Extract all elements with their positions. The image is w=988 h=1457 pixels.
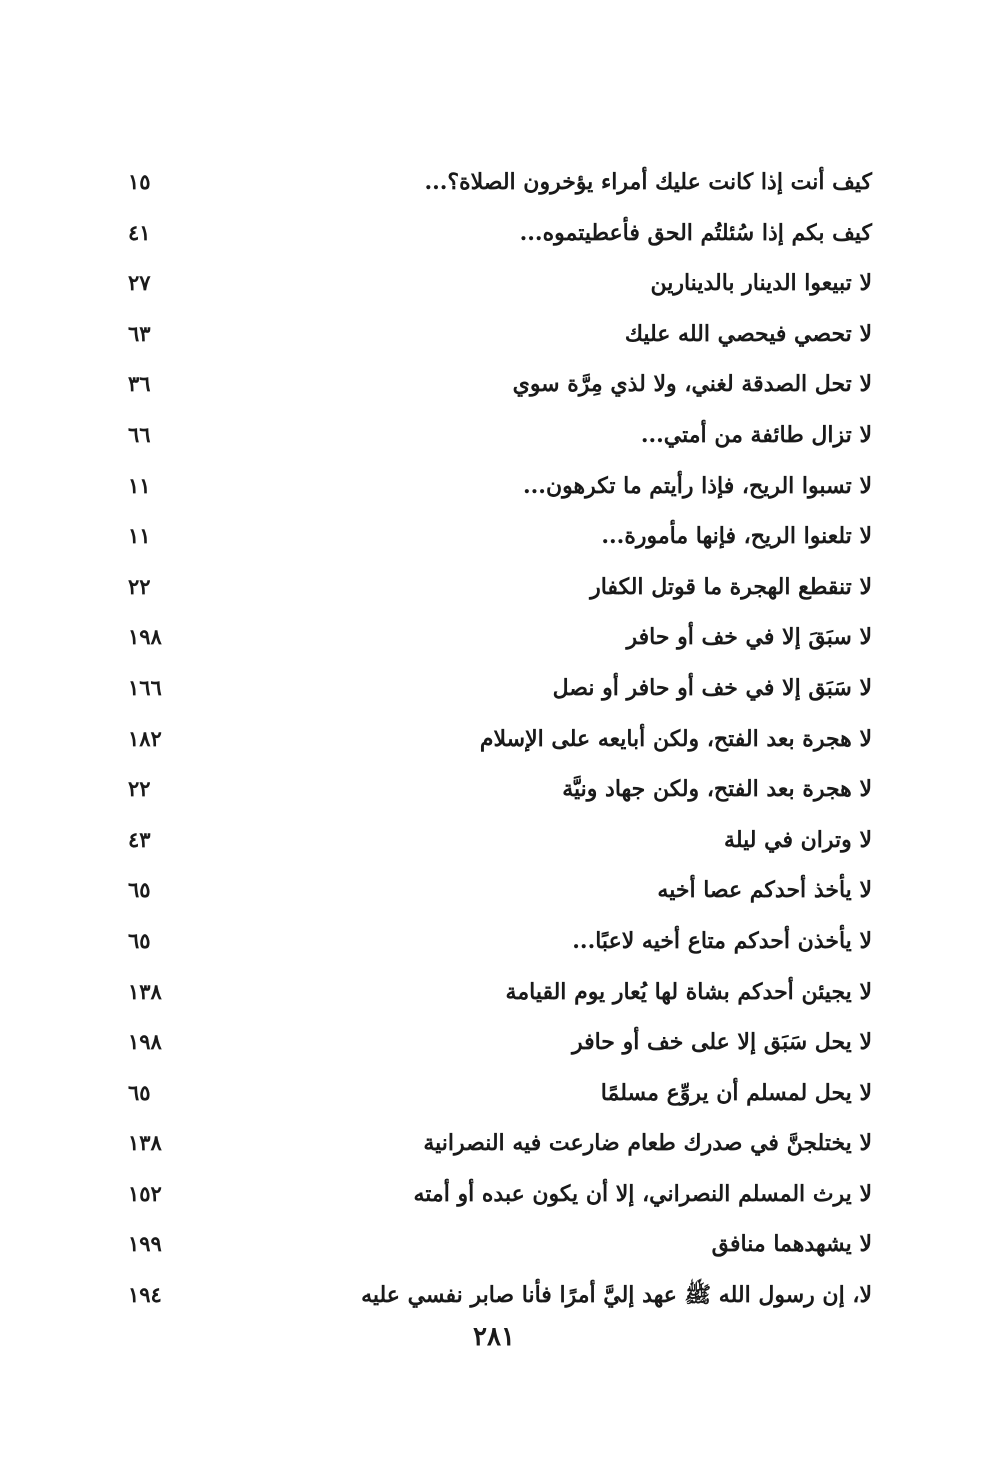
entry-page-number: ٣٦ — [128, 371, 151, 397]
entry-text: لا يحل سَبَق إلا على خف أو حافر — [571, 1029, 872, 1056]
entry-text: لا يأخذن أحدكم متاع أخيه لاعبًا... — [572, 927, 872, 954]
entry-page-number: ١٦٦ — [128, 674, 162, 700]
index-entry — [120, 615, 872, 666]
entry-text: لا تنقطع الهجرة ما قوتل الكفار — [590, 573, 872, 600]
entry-page-number: ٦٥ — [128, 877, 151, 903]
entry-page-number: ٤١ — [128, 219, 151, 245]
index-entry — [120, 1273, 872, 1324]
entry-page-number: ١١ — [128, 523, 151, 549]
entry-page-number: ٦٥ — [128, 1079, 151, 1105]
entry-page-number: ٦٥ — [128, 927, 151, 953]
entry-page-number: ٦٦ — [128, 421, 151, 447]
entry-text: لا وتران في ليلة — [724, 826, 872, 853]
entry-page-number: ٤٣ — [128, 826, 151, 852]
entry-text: لا يشهدهما منافق — [711, 1231, 872, 1258]
entry-text: لا هجرة بعد الفتح، ولكن جهاد ونيَّة — [562, 776, 872, 803]
index-entry — [120, 211, 872, 262]
index-entry — [120, 261, 872, 312]
entry-text: لا تسبوا الريح، فإذا رأيتم ما تكرهون... — [522, 472, 872, 499]
entry-text: لا يختلجنَّ في صدرك طعام ضارعت فيه النصرانية — [423, 1130, 872, 1157]
hadith-index-list — [120, 160, 872, 1324]
index-entry — [120, 1071, 872, 1122]
index-entry — [120, 312, 872, 363]
index-entry — [120, 767, 872, 818]
index-entry — [120, 717, 872, 768]
entry-page-number: ١٣٨ — [128, 978, 162, 1004]
index-entry — [120, 1121, 872, 1172]
entry-text: لا سبَقَ إلا في خف أو حافر — [626, 624, 872, 651]
entry-page-number: ١٩٩ — [128, 1231, 162, 1257]
entry-page-number: ١٥ — [128, 169, 151, 194]
entry-text: لا تبيعوا الدينار بالدينارين — [650, 270, 872, 297]
entry-text: لا تزال طائفة من أمتي... — [640, 421, 872, 448]
entry-page-number: ١٣٨ — [128, 1130, 162, 1156]
index-entry — [120, 514, 872, 565]
index-entry — [120, 868, 872, 919]
entry-text: لا يحل لمسلم أن يروِّع مسلمًا — [600, 1079, 872, 1106]
index-entry — [120, 413, 872, 464]
entry-page-number: ٢٧ — [128, 270, 151, 296]
entry-text: لا تحصي فيحصي الله عليك — [624, 320, 872, 347]
entry-text: كيف بكم إذا سُئلتُم الحق فأعطيتموه... — [519, 219, 872, 246]
entry-page-number: ٢٢ — [128, 776, 151, 802]
entry-page-number: ١٥٢ — [128, 1180, 162, 1206]
index-entry — [120, 565, 872, 616]
index-entry — [120, 464, 872, 515]
index-entry — [120, 160, 872, 211]
entry-page-number: ١٩٤ — [128, 1282, 162, 1308]
index-entry — [120, 970, 872, 1021]
index-entry — [120, 1020, 872, 1071]
entry-text: لا يأخذ أحدكم عصا أخيه — [657, 877, 872, 904]
index-entry — [120, 919, 872, 970]
index-entry — [120, 362, 872, 413]
entry-page-number: ١٩٨ — [128, 624, 162, 650]
entry-text: لا تلعنوا الريح، فإنها مأمورة... — [601, 523, 872, 550]
entry-text: لا يرث المسلم النصراني، إلا أن يكون عبده أو أمته — [413, 1180, 872, 1207]
entry-page-number: ١٩٨ — [128, 1029, 162, 1055]
entry-text: لا يجيئن أحدكم بشاة لها يُعار يوم القيامة — [505, 978, 872, 1005]
index-entry — [120, 666, 872, 717]
entry-page-number: ١١ — [128, 472, 151, 498]
entry-text: لا سَبَق إلا في خف أو حافر أو نصل — [552, 674, 872, 701]
entry-page-number: ١٨٢ — [128, 725, 162, 751]
page-number: ٢٨١ — [473, 1322, 515, 1352]
entry-text: لا تحل الصدقة لغني، ولا لذي مِرَّة سوي — [512, 371, 872, 398]
entry-page-number: ٢٢ — [128, 573, 151, 599]
entry-text: لا هجرة بعد الفتح، ولكن أبايعه على الإسلام — [479, 725, 872, 752]
index-entry — [120, 1172, 872, 1223]
index-entry — [120, 818, 872, 869]
index-entry — [120, 1222, 872, 1273]
entry-text: لا، إن رسول الله ﷺ عهد إليَّ أمرًا فأنا صابر نفسي عليه — [361, 1282, 872, 1309]
entry-text: كيف أنت إذا كانت عليك أمراء يؤخرون الصلاة؟... — [424, 169, 872, 195]
entry-page-number: ٦٣ — [128, 320, 151, 346]
